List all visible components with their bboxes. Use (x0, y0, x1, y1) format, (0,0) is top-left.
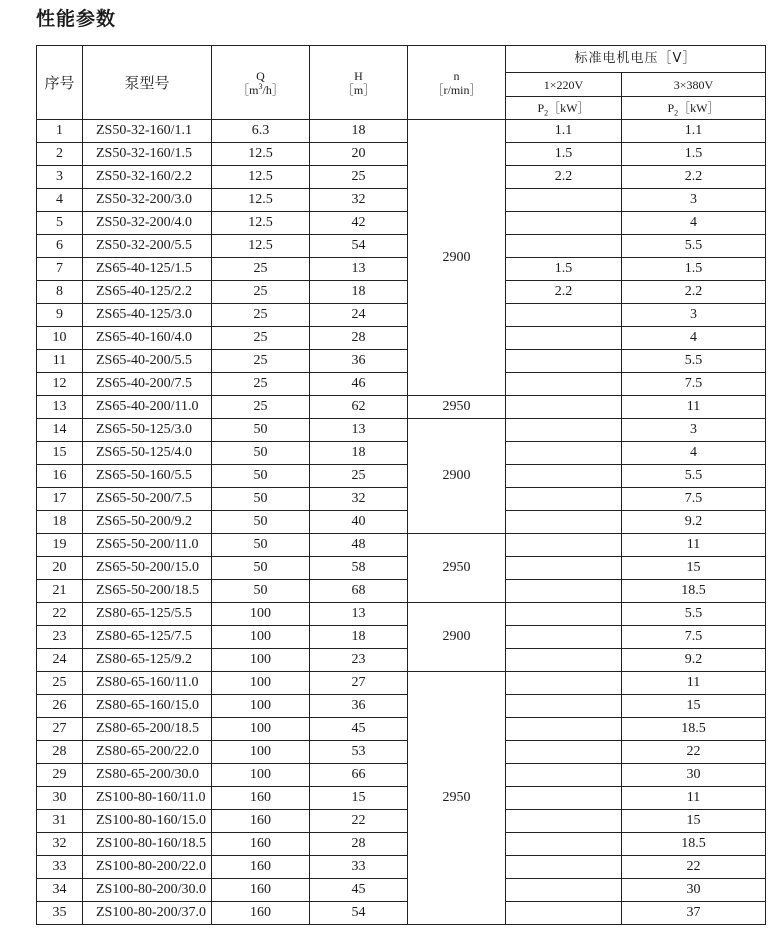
header-power-three: $P_2[kW]$ (622, 97, 766, 120)
power-single-phase (506, 810, 622, 833)
power-three-phase: 7.5 (622, 626, 766, 649)
head-value: 40 (310, 511, 408, 534)
table-row (37, 281, 766, 304)
power-three-phase: 15 (622, 695, 766, 718)
table-row (37, 442, 766, 465)
head-value: 18 (310, 281, 408, 304)
power-single-phase (506, 902, 622, 925)
pump-model: ZS50-32-160/1.5 (83, 143, 212, 166)
power-single-phase (506, 626, 622, 649)
head-value: 27 (310, 672, 408, 695)
pump-model: ZS65-40-200/7.5 (83, 373, 212, 396)
pump-model: ZS65-40-125/1.5 (83, 258, 212, 281)
power-single-phase (506, 695, 622, 718)
pump-model: ZS65-40-125/2.2 (83, 281, 212, 304)
head-value: 15 (310, 787, 408, 810)
pump-model: ZS80-65-160/15.0 (83, 695, 212, 718)
table-row (37, 534, 766, 557)
head-value: 23 (310, 649, 408, 672)
flow-value: 25 (212, 304, 310, 327)
flow-value: 100 (212, 649, 310, 672)
flow-value: 50 (212, 580, 310, 603)
row-number: 15 (37, 442, 83, 465)
table-row (37, 718, 766, 741)
power-three-phase: 5.5 (622, 465, 766, 488)
head-value: 53 (310, 741, 408, 764)
head-unit: ［m］ (341, 82, 376, 97)
power-three-phase: 37 (622, 902, 766, 925)
power-three-phase: 3 (622, 419, 766, 442)
table-row (37, 120, 766, 143)
power-single-phase: 2.2 (506, 281, 622, 304)
row-number: 18 (37, 511, 83, 534)
head-value: 42 (310, 212, 408, 235)
head-symbol: H (354, 68, 363, 83)
pump-model: ZS65-40-200/5.5 (83, 350, 212, 373)
power-three-phase: 11 (622, 396, 766, 419)
power-single-phase (506, 649, 622, 672)
row-number: 27 (37, 718, 83, 741)
speed-value: 2900 (408, 120, 506, 396)
power-single-phase (506, 189, 622, 212)
power-single-phase (506, 741, 622, 764)
pump-model: ZS65-40-200/11.0 (83, 396, 212, 419)
pump-model: ZS65-50-125/3.0 (83, 419, 212, 442)
row-number: 6 (37, 235, 83, 258)
row-number: 9 (37, 304, 83, 327)
pump-model: ZS65-40-160/4.0 (83, 327, 212, 350)
head-value: 54 (310, 235, 408, 258)
power-three-phase: 30 (622, 764, 766, 787)
flow-value: 100 (212, 626, 310, 649)
pump-model: ZS80-65-200/22.0 (83, 741, 212, 764)
table-row (37, 764, 766, 787)
row-number: 5 (37, 212, 83, 235)
power-single-phase (506, 235, 622, 258)
power-three-phase: 9.2 (622, 511, 766, 534)
row-number: 24 (37, 649, 83, 672)
row-number: 31 (37, 810, 83, 833)
power-single-phase (506, 442, 622, 465)
power-three-phase: 5.5 (622, 350, 766, 373)
row-number: 28 (37, 741, 83, 764)
row-number: 11 (37, 350, 83, 373)
table-row (37, 787, 766, 810)
head-value: 62 (310, 396, 408, 419)
pump-model: ZS100-80-200/37.0 (83, 902, 212, 925)
power-single-phase (506, 580, 622, 603)
row-number: 22 (37, 603, 83, 626)
pump-model: ZS65-50-160/5.5 (83, 465, 212, 488)
head-value: 45 (310, 718, 408, 741)
table-row (37, 810, 766, 833)
power-three-phase: 18.5 (622, 718, 766, 741)
head-value: 45 (310, 879, 408, 902)
power-three-phase: 1.1 (622, 120, 766, 143)
head-value: 13 (310, 603, 408, 626)
pump-model: ZS100-80-160/15.0 (83, 810, 212, 833)
flow-value: 12.5 (212, 235, 310, 258)
power-single-phase (506, 764, 622, 787)
power-single-phase (506, 350, 622, 373)
header-model: 泵型号 (83, 46, 212, 120)
table-row (37, 419, 766, 442)
table-row (37, 672, 766, 695)
row-number: 17 (37, 488, 83, 511)
head-value: 58 (310, 557, 408, 580)
row-number: 3 (37, 166, 83, 189)
speed-value: 2950 (408, 672, 506, 925)
power-three-phase: 11 (622, 672, 766, 695)
table-row (37, 603, 766, 626)
row-number: 7 (37, 258, 83, 281)
flow-value: 12.5 (212, 189, 310, 212)
row-number: 2 (37, 143, 83, 166)
row-number: 13 (37, 396, 83, 419)
flow-value: 50 (212, 419, 310, 442)
row-number: 34 (37, 879, 83, 902)
row-number: 35 (37, 902, 83, 925)
flow-value: 100 (212, 718, 310, 741)
head-value: 25 (310, 166, 408, 189)
pump-model: ZS80-65-200/30.0 (83, 764, 212, 787)
flow-value: 50 (212, 534, 310, 557)
table-row (37, 143, 766, 166)
head-value: 32 (310, 189, 408, 212)
table-row (37, 350, 766, 373)
head-value: 36 (310, 695, 408, 718)
power-three-phase: 3 (622, 189, 766, 212)
header-flow (212, 46, 310, 120)
flow-value: 100 (212, 764, 310, 787)
power-three-phase: 22 (622, 856, 766, 879)
speed-value: 2950 (408, 396, 506, 419)
table-row (37, 902, 766, 925)
header-voltage: 标准电机电压［V］ (506, 46, 766, 73)
flow-value: 50 (212, 557, 310, 580)
speed-value: 2950 (408, 534, 506, 603)
head-value: 22 (310, 810, 408, 833)
flow-value: 25 (212, 281, 310, 304)
table-row (37, 833, 766, 856)
power-single-phase (506, 465, 622, 488)
row-number: 19 (37, 534, 83, 557)
power-three-phase: 7.5 (622, 373, 766, 396)
pump-model: ZS80-65-125/7.5 (83, 626, 212, 649)
pump-model: ZS50-32-200/5.5 (83, 235, 212, 258)
pump-model: ZS65-50-200/18.5 (83, 580, 212, 603)
power-single-phase (506, 557, 622, 580)
head-value: 46 (310, 373, 408, 396)
flow-unit: $[m^3/h]$ (237, 81, 284, 97)
power-single-phase (506, 603, 622, 626)
flow-value: 50 (212, 465, 310, 488)
row-number: 14 (37, 419, 83, 442)
header-head (310, 46, 408, 120)
power-three-phase: 1.5 (622, 258, 766, 281)
power-three-phase: 1.5 (622, 143, 766, 166)
power-three-phase: 9.2 (622, 649, 766, 672)
pump-model: ZS65-50-200/11.0 (83, 534, 212, 557)
table-row (37, 879, 766, 902)
row-number: 32 (37, 833, 83, 856)
head-value: 66 (310, 764, 408, 787)
flow-value: 160 (212, 787, 310, 810)
table-row (37, 189, 766, 212)
power-three-phase: 4 (622, 442, 766, 465)
power-three-phase: 11 (622, 787, 766, 810)
power-single-phase: 2.2 (506, 166, 622, 189)
flow-value: 50 (212, 442, 310, 465)
flow-value: 50 (212, 511, 310, 534)
row-number: 16 (37, 465, 83, 488)
flow-value: 160 (212, 856, 310, 879)
pump-model: ZS65-50-125/4.0 (83, 442, 212, 465)
table-row (37, 258, 766, 281)
row-number: 1 (37, 120, 83, 143)
flow-value: 12.5 (212, 143, 310, 166)
pump-model: ZS100-80-200/30.0 (83, 879, 212, 902)
power-three-phase: 22 (622, 741, 766, 764)
flow-value: 6.3 (212, 120, 310, 143)
flow-value: 25 (212, 327, 310, 350)
pump-model: ZS50-32-160/1.1 (83, 120, 212, 143)
power-three-phase: 15 (622, 557, 766, 580)
flow-value: 25 (212, 396, 310, 419)
power-three-phase: 5.5 (622, 235, 766, 258)
header-seq: 序号 (37, 46, 83, 120)
power-three-phase: 4 (622, 327, 766, 350)
table-body (37, 120, 766, 925)
pump-model: ZS100-80-160/11.0 (83, 787, 212, 810)
pump-model: ZS50-32-160/2.2 (83, 166, 212, 189)
power-single-phase (506, 879, 622, 902)
pump-model: ZS80-65-125/5.5 (83, 603, 212, 626)
head-value: 18 (310, 120, 408, 143)
header-single-phase: 1×220V (506, 73, 622, 97)
power-single-phase (506, 304, 622, 327)
header-speed (408, 46, 506, 120)
head-value: 68 (310, 580, 408, 603)
power-single-phase (506, 511, 622, 534)
table-row (37, 580, 766, 603)
head-value: 36 (310, 350, 408, 373)
head-value: 28 (310, 327, 408, 350)
power-single-phase (506, 327, 622, 350)
pump-model: ZS80-65-200/18.5 (83, 718, 212, 741)
head-value: 32 (310, 488, 408, 511)
power-three-phase: 18.5 (622, 580, 766, 603)
power-single-phase (506, 833, 622, 856)
table-row (37, 649, 766, 672)
flow-value: 160 (212, 879, 310, 902)
power-three-phase: 7.5 (622, 488, 766, 511)
head-value: 48 (310, 534, 408, 557)
pump-model: ZS80-65-125/9.2 (83, 649, 212, 672)
row-number: 10 (37, 327, 83, 350)
flow-value: 160 (212, 833, 310, 856)
speed-value: 2900 (408, 419, 506, 534)
flow-value: 25 (212, 373, 310, 396)
power-single-phase (506, 534, 622, 557)
row-number: 20 (37, 557, 83, 580)
performance-table (36, 45, 766, 925)
header-power-single: $P_2[kW]$ (506, 97, 622, 120)
head-value: 54 (310, 902, 408, 925)
header-three-phase: 3×380V (622, 73, 766, 97)
pump-model: ZS65-50-200/9.2 (83, 511, 212, 534)
head-value: 18 (310, 626, 408, 649)
flow-value: 160 (212, 902, 310, 925)
power-three-phase: 18.5 (622, 833, 766, 856)
power-single-phase (506, 419, 622, 442)
table-row (37, 327, 766, 350)
head-value: 24 (310, 304, 408, 327)
row-number: 23 (37, 626, 83, 649)
power-single-phase: 1.5 (506, 258, 622, 281)
power-three-phase: 3 (622, 304, 766, 327)
power-single-phase (506, 787, 622, 810)
power-single-phase (506, 396, 622, 419)
power-single-phase (506, 212, 622, 235)
speed-value: 2900 (408, 603, 506, 672)
flow-value: 100 (212, 741, 310, 764)
flow-value: 25 (212, 258, 310, 281)
head-value: 20 (310, 143, 408, 166)
table-row (37, 488, 766, 511)
power-single-phase (506, 373, 622, 396)
table-row (37, 695, 766, 718)
table-header (37, 46, 766, 120)
power-three-phase: 15 (622, 810, 766, 833)
power-single-phase (506, 672, 622, 695)
head-value: 28 (310, 833, 408, 856)
table-row (37, 166, 766, 189)
table-row (37, 212, 766, 235)
row-number: 33 (37, 856, 83, 879)
speed-unit: ［r/min］ (431, 82, 482, 97)
flow-symbol: Q (256, 68, 265, 83)
flow-value: 12.5 (212, 166, 310, 189)
power-three-phase: 4 (622, 212, 766, 235)
row-number: 4 (37, 189, 83, 212)
row-number: 26 (37, 695, 83, 718)
power-single-phase: 1.5 (506, 143, 622, 166)
flow-value: 25 (212, 350, 310, 373)
flow-value: 100 (212, 672, 310, 695)
row-number: 21 (37, 580, 83, 603)
table-row (37, 626, 766, 649)
speed-symbol: n (453, 68, 460, 83)
pump-model: ZS50-32-200/3.0 (83, 189, 212, 212)
power-three-phase: 11 (622, 534, 766, 557)
page-title: 性能参数 (36, 8, 117, 30)
power-single-phase: 1.1 (506, 120, 622, 143)
table-row (37, 465, 766, 488)
head-value: 25 (310, 465, 408, 488)
pump-model: ZS65-40-125/3.0 (83, 304, 212, 327)
table-row (37, 856, 766, 879)
flow-value: 12.5 (212, 212, 310, 235)
table-row (37, 304, 766, 327)
table-row (37, 396, 766, 419)
table-row (37, 235, 766, 258)
flow-value: 100 (212, 603, 310, 626)
pump-model: ZS65-50-200/7.5 (83, 488, 212, 511)
head-value: 13 (310, 258, 408, 281)
power-single-phase (506, 856, 622, 879)
row-number: 30 (37, 787, 83, 810)
power-three-phase: 30 (622, 879, 766, 902)
flow-value: 100 (212, 695, 310, 718)
table-row (37, 557, 766, 580)
pump-model: ZS65-50-200/15.0 (83, 557, 212, 580)
row-number: 25 (37, 672, 83, 695)
head-value: 13 (310, 419, 408, 442)
power-three-phase: 2.2 (622, 166, 766, 189)
pump-model: ZS50-32-200/4.0 (83, 212, 212, 235)
row-number: 8 (37, 281, 83, 304)
pump-model: ZS100-80-200/22.0 (83, 856, 212, 879)
flow-value: 50 (212, 488, 310, 511)
table-row (37, 741, 766, 764)
power-three-phase: 2.2 (622, 281, 766, 304)
power-single-phase (506, 718, 622, 741)
row-number: 29 (37, 764, 83, 787)
power-single-phase (506, 488, 622, 511)
flow-value: 160 (212, 810, 310, 833)
table-row (37, 511, 766, 534)
table-row (37, 373, 766, 396)
power-three-phase: 5.5 (622, 603, 766, 626)
pump-model: ZS80-65-160/11.0 (83, 672, 212, 695)
head-value: 33 (310, 856, 408, 879)
head-value: 18 (310, 442, 408, 465)
row-number: 12 (37, 373, 83, 396)
pump-model: ZS100-80-160/18.5 (83, 833, 212, 856)
